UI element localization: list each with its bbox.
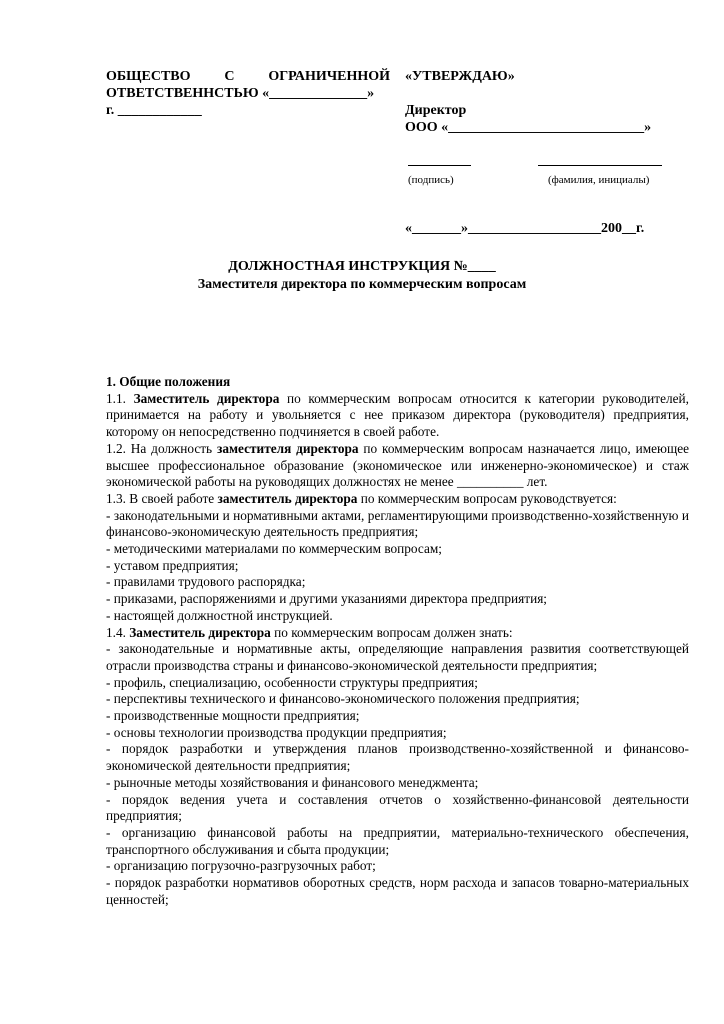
- list-item: - организацию погрузочно-разгрузочных работ;: [106, 858, 376, 874]
- list-item: - порядок ведения учета и составления отчетов о хозяйственно-финансовой деятельности предприятия;: [106, 791, 689, 824]
- list-item: - профиль, специализацию, особенности структуры предприятия;: [106, 674, 478, 690]
- city-line: г. ____________: [106, 103, 202, 118]
- list-item: - порядок разработки нормативов оборотных средств, норм расхода и запасов товарно-материальных ценностей;: [106, 875, 689, 907]
- org-type-line: ОБЩЕСТВО С ОГРАНИЧЕННОЙ: [106, 69, 390, 84]
- list-item: - законодательные и нормативные акты, определяющие направления развития соответствующей отрасли производства страны и финансово-экономической деятельности предприятия;: [106, 641, 689, 673]
- name-caption: (фамилия, инициалы): [548, 174, 650, 186]
- list-item: - основы технологии производства продукции предприятия;: [106, 724, 447, 740]
- paragraph-1-3: 1.3. В своей работе заместитель директора по коммерческим вопросам руководствуется:: [106, 490, 617, 506]
- document-body: [106, 374, 689, 909]
- approval-date: «_______»___________________200__г.: [405, 221, 645, 236]
- paragraph-1-2: 1.2. На должность заместителя директора по коммерческим вопросам назначается лицо, имеющее высшее профессиональное образование (экономическое или инженерно-экономическое) и стаж экономической работы на руководящих должностях не менее __________ лет.: [106, 440, 689, 490]
- signature-caption: (подпись): [408, 174, 454, 186]
- list-item: - приказами, распоряжениями и другими указаниями директора предприятия;: [106, 591, 548, 607]
- list-item: - порядок разработки и утверждения планов производственно-хозяйственной и финансово-экономической деятельности предприятия;: [106, 741, 689, 774]
- list-item: - организацию финансовой работы на предприятии, материально-технического обеспечения, транспортного обслуживания и сбыта продукции;: [106, 824, 689, 857]
- approve-label: «УТВЕРЖДАЮ»: [405, 69, 515, 84]
- paragraph-1-1: 1.1. Заместитель директора по коммерческим вопросам относится к категории руководителей, принимается на работу и увольняется с нее приказом директора (руководителя) предприятия, которому он непосредственно подчиняется в своей работе.: [106, 390, 689, 440]
- list-item: - перспективы технического и финансово-экономического положения предприятия;: [106, 691, 580, 707]
- approval-block: [405, 68, 675, 136]
- list-item: - методическими материалами по коммерческим вопросам;: [106, 541, 442, 557]
- list-item: - законодательными и нормативными актами, регламентирующими производственно-хозяйственную и финансово-экономическую деятельность предприятия;: [106, 507, 689, 540]
- title-main: ДОЛЖНОСТНАЯ ИНСТРУКЦИЯ №____: [228, 259, 496, 274]
- list-item: - настоящей должностной инструкцией.: [106, 607, 333, 623]
- director-label: Директор: [405, 103, 467, 118]
- signature-line: [408, 153, 471, 166]
- name-line: [538, 153, 662, 166]
- org-name-line: ОТВЕТСТВЕННСТЬЮ «______________»: [106, 86, 375, 101]
- list-item: - уставом предприятия;: [106, 557, 239, 573]
- list-item: - производственные мощности предприятия;: [106, 708, 360, 724]
- list-item: - рыночные методы хозяйствования и финансового менеджмента;: [106, 774, 479, 790]
- org-line: ООО «____________________________»: [405, 120, 652, 135]
- document-title: [106, 258, 618, 294]
- list-item: - правилами трудового распорядка;: [106, 574, 306, 590]
- title-sub: Заместителя директора по коммерческим вопросам: [197, 277, 527, 292]
- section-heading: 1. Общие положения: [106, 374, 231, 389]
- organization-header: [106, 68, 390, 119]
- paragraph-1-4: 1.4. Заместитель директора по коммерческим вопросам должен знать:: [106, 624, 513, 640]
